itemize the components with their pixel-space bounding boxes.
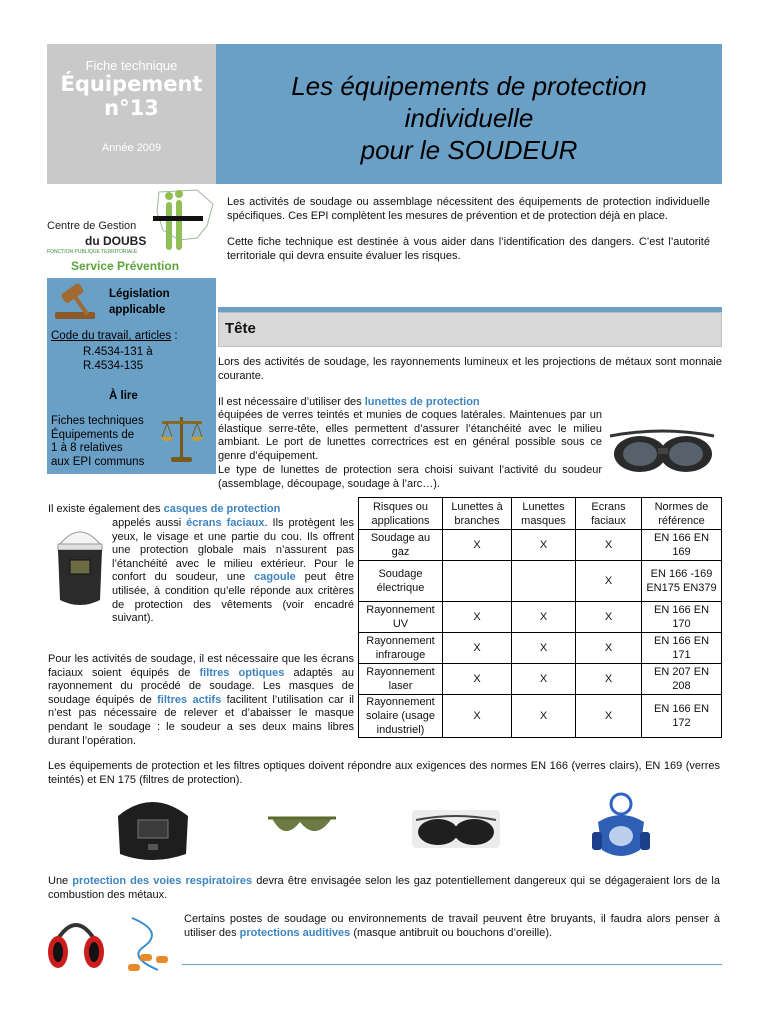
lunettes-highlight: lunettes de protection <box>364 396 480 408</box>
article-2: R.4534-135 <box>83 360 144 372</box>
cell-lunettes-branches: X <box>443 602 512 633</box>
header-lunettes-masques: Lunettes masques <box>512 498 576 530</box>
cell-ecrans: X <box>576 664 642 695</box>
filtres-actifs-highlight: filtres actifs <box>157 693 222 706</box>
fiches-line-3: 1 à 8 relatives <box>51 442 123 454</box>
cell-lunettes-masques: X <box>512 530 576 561</box>
cell-ecrans: X <box>576 530 642 561</box>
cell-risk: Soudage au gaz <box>359 530 443 561</box>
tete-paragraph-1: Lors des activités de soudage, les rayonnements lumineux et les projections de métaux sont monnaie courante. <box>218 356 722 382</box>
casques-text-c: . Ils protègent les yeux, le visage et une partie du cou. Ils offrent une protection globale mais n’assurent pas l’étanchéité avec le milieu extérieur. Pour le confort du soudeur, une <box>112 517 355 584</box>
table-row <box>359 561 722 602</box>
code-travail <box>51 330 178 342</box>
code-travail-link[interactable]: Code du travail, articles <box>51 330 172 342</box>
ear-muffs-icon <box>46 912 106 974</box>
header-risques: Risques ou applications <box>359 498 443 530</box>
legislation-title-line-1: Législation <box>109 288 170 300</box>
auditives-highlight: protections auditives <box>239 926 351 939</box>
safety-glasses-icon <box>266 808 338 850</box>
intro-text <box>227 196 710 263</box>
sidebar-box <box>47 278 216 474</box>
table-row <box>359 695 722 738</box>
cell-lunettes-masques: X <box>512 664 576 695</box>
casques-text-a: Il existe également des <box>48 503 164 515</box>
table-row <box>359 602 722 633</box>
cdg-logo <box>47 186 215 276</box>
legislation-title-line-2: applicable <box>109 304 166 316</box>
logo-line-1: Centre de Gestion <box>47 220 137 232</box>
year-label: Année 2009 <box>101 142 162 154</box>
table-row <box>359 633 722 664</box>
lunettes-type-paragraph: Le type de lunettes de protection sera choisi suivant l’activité du soudeur (assemblage, découpage, soudage à l’arc…). <box>218 464 602 490</box>
cagoule-highlight: cagoule <box>254 571 296 584</box>
intro-paragraph-1: Les activités de soudage ou assemblage nécessitent des équipements de protection individuelle spécifiques. Ces EPI complètent les mesures de prévention et de protection déjà en place. <box>227 196 710 222</box>
section-heading-tete: Tête <box>218 312 722 347</box>
title-line-1: Les équipements de protection <box>291 71 647 101</box>
a-lire-title: À lire <box>109 390 138 402</box>
ear-plugs-icon <box>122 912 182 974</box>
lunettes-paragraph-b: équipées de verres teintés et munies de coques latérales. Maintenues par un élastique serre-tête, elles permettent d’assurer l’étanchéité avec le milieu ambiant. Le port de lunettes correctrices est en général possible sous ce genre d’équipement. <box>218 409 602 462</box>
casques-paragraph <box>48 503 354 517</box>
logo-line-2: du DOUBS <box>85 234 147 248</box>
cell-lunettes-masques: X <box>512 695 576 738</box>
epi-table <box>358 497 722 738</box>
fiches-line-2: Équipements de <box>51 428 135 441</box>
lunettes-text-a: Il est nécessaire d’utiliser des <box>218 396 365 408</box>
table-header-row <box>359 498 722 530</box>
auditives-text-a: Certains postes de soudage ou environnements de travail peuvent être bruyants, il faudra alors penser à utiliser des <box>184 913 720 939</box>
cell-risk: Rayonnement UV <box>359 602 443 633</box>
gavel-icon <box>51 280 103 322</box>
logo-line-3: FONCTION PUBLIQUE TERRITORIALE <box>47 249 138 255</box>
cell-ecrans: X <box>576 633 642 664</box>
table-body <box>359 530 722 738</box>
auditives-text-b: (masque antibruit ou bouchons d’oreille). <box>350 926 553 939</box>
code-travail-suffix: : <box>171 330 178 342</box>
cell-normes: EN 166 EN 172 <box>642 695 722 738</box>
cell-normes: EN 207 EN 208 <box>642 664 722 695</box>
filtres-optiques-highlight: filtres optiques <box>199 666 285 679</box>
fiche-header-box <box>47 44 216 184</box>
cell-risk: Rayonnement infrarouge <box>359 633 443 664</box>
fiche-number: n°13 <box>104 96 159 120</box>
cell-normes: EN 166 EN 170 <box>642 602 722 633</box>
respirator-icon <box>590 792 652 864</box>
title-line-3: pour le SOUDEUR <box>360 135 578 165</box>
helmet-visor-icon <box>52 520 108 612</box>
cell-ecrans: X <box>576 602 642 633</box>
table-row <box>359 664 722 695</box>
cell-normes: EN 166 -169 EN175 EN379 <box>642 561 722 602</box>
header-normes: Normes de référence <box>642 498 722 530</box>
casques-text-b: appelés aussi <box>112 517 187 529</box>
cell-risk: Soudage électrique <box>359 561 443 602</box>
scales-icon <box>157 411 207 467</box>
cell-ecrans: X <box>576 695 642 738</box>
footer-rule <box>182 964 722 965</box>
cell-normes: EN 166 EN 171 <box>642 633 722 664</box>
cell-lunettes-masques: X <box>512 633 576 664</box>
auditives-paragraph <box>184 913 720 940</box>
casques-paragraph-body <box>112 517 354 626</box>
title-line-2: individuelle <box>404 103 534 133</box>
cell-lunettes-branches: X <box>443 530 512 561</box>
header-ecrans: Ecrans faciaux <box>576 498 642 530</box>
cell-lunettes-branches <box>443 561 512 602</box>
cell-lunettes-branches: X <box>443 695 512 738</box>
ecrans-highlight: écrans faciaux <box>186 517 265 529</box>
cell-lunettes-masques <box>512 561 576 602</box>
cell-risk: Rayonnement laser <box>359 664 443 695</box>
cell-lunettes-branches: X <box>443 633 512 664</box>
filtres-paragraph <box>48 653 354 748</box>
equipement-label: Équipement <box>60 72 203 96</box>
fiches-line-4: aux EPI communs <box>51 455 145 468</box>
table-row <box>359 530 722 561</box>
respiratoire-text-b: devra être envisagée selon les gaz potentiellement dangereux qui se dégageraient lors de la combustion des métaux. <box>48 875 720 901</box>
logo-line-4: Service Prévention <box>71 259 180 273</box>
casques-text-d: peut être utilisée, à condition qu’elle réponde aux critères de protection des vêtements (voir encadré suivant). <box>112 571 354 625</box>
cell-lunettes-masques: X <box>512 602 576 633</box>
fiches-text <box>51 415 161 469</box>
legislation-title <box>109 286 170 318</box>
title-banner <box>216 44 722 184</box>
welding-mask-icon <box>114 794 192 866</box>
cell-lunettes-branches: X <box>443 664 512 695</box>
intro-paragraph-2: Cette fiche technique est destinée à vous aider dans l’identification des dangers. C’est l’autorité territoriale qui devra ensuite évaluer les risques. <box>227 236 710 262</box>
filtres-text-c: facilitent l’utilisation car il n’est pas nécessaire de relever et d’abaisser le masque pendant le soudage : le soudeur a ses deux mains libres durant l’opération. <box>48 693 354 747</box>
casques-highlight: casques de protection <box>163 503 281 515</box>
header-lunettes-branches: Lunettes à branches <box>443 498 512 530</box>
cell-risk: Rayonnement solaire (usage industriel) <box>359 695 443 738</box>
filtres-text-b: adaptés au rayonnement du procédé de soudage. Les masques de soudage équipés de <box>48 666 355 706</box>
respiratoire-text-a: Une <box>48 875 73 887</box>
fiches-line-1: Fiches techniques <box>51 415 144 427</box>
goggles-icon <box>606 418 718 478</box>
fiche-label: Fiche technique <box>85 58 178 73</box>
welding-goggles-icon <box>410 806 502 852</box>
filtres-text-a: Pour les activités de soudage, il est nécessaire que les écrans faciaux soient équipés de <box>48 653 354 679</box>
cell-normes: EN 166 EN 169 <box>642 530 722 561</box>
article-1: R.4534-131 à <box>83 346 153 358</box>
normes-paragraph: Les équipements de protection et les filtres optiques doivent répondre aux exigences des normes EN 166 (verres clairs), EN 169 (verres teintés) et EN 175 (filtres de protection). <box>48 760 720 786</box>
respiratoire-paragraph <box>48 875 720 902</box>
respiratoire-highlight: protection des voies respiratoires <box>72 875 253 887</box>
cell-ecrans: X <box>576 561 642 602</box>
lunettes-paragraph <box>218 396 602 410</box>
